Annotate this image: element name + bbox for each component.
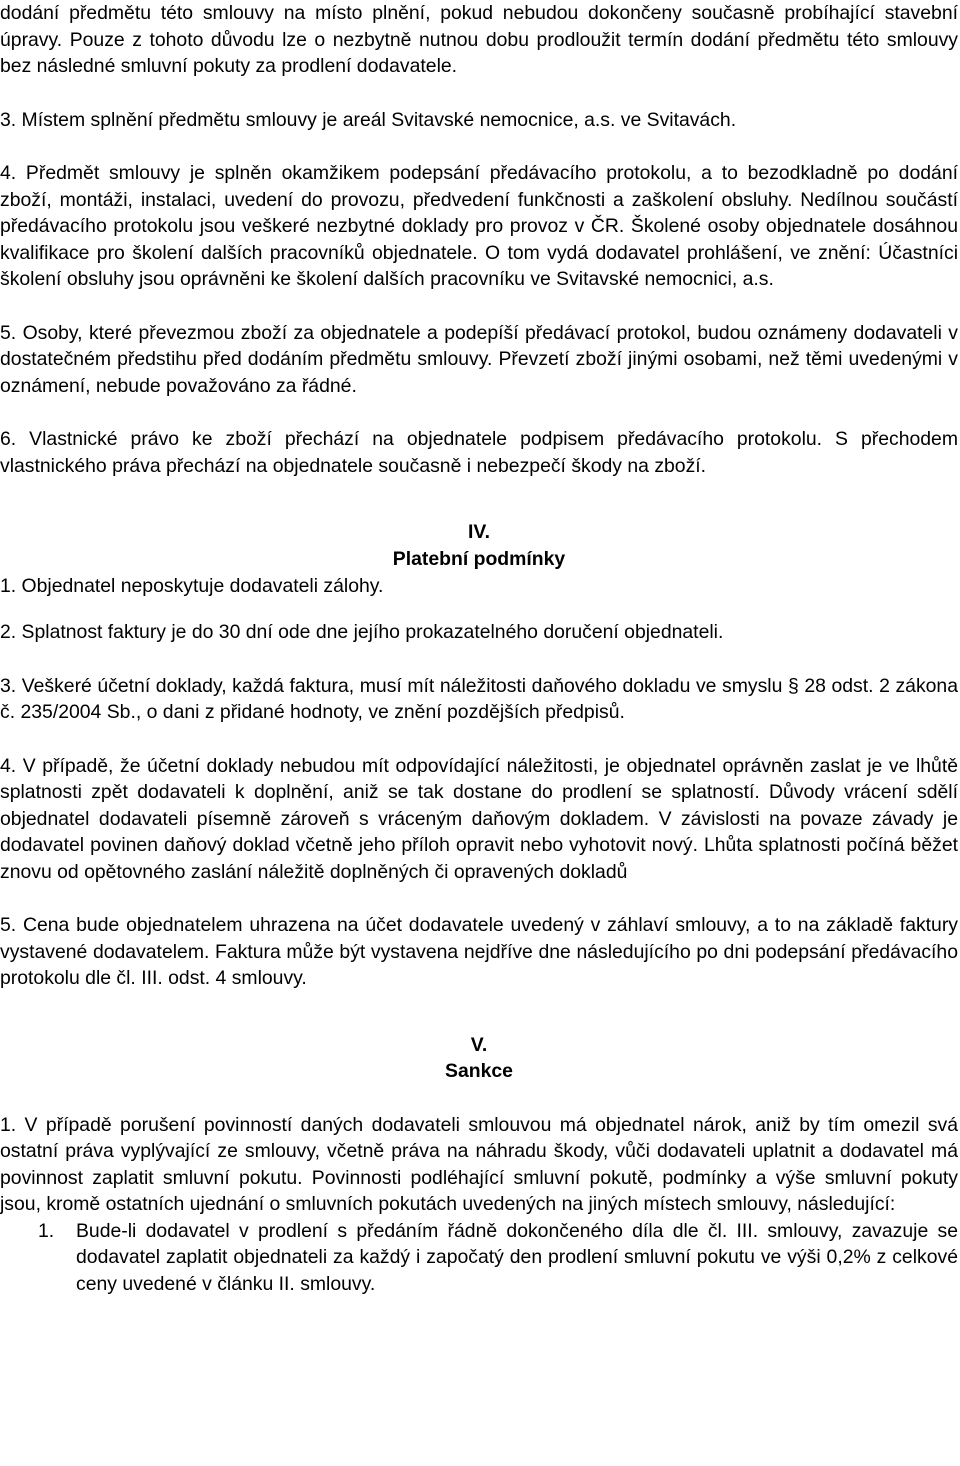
section-iv-number: IV. xyxy=(468,521,490,543)
paragraph-4: 4. Předmět smlouvy je splněn okamžikem podepsání předávacího protokolu, a to bezodkladně po dodání zboží, montáži, instalaci, uvedení do provozu, předvedení funkčnosti a zaškolení obsluhy. Nedílnou součástí předávacího protokolu jsou veškeré nezbytné doklady pro provoz v ČR. Školené osoby objednatele dosáhnou kvalifikace pro školení dalších pracovníků objednatele. O tom vydá dodavatel prohlášení, ve znění: Účastníci školení obsluhy jsou oprávněni ke školení dalších pracovníku ve Svitavské nemocnici, a.s. xyxy=(0,162,958,290)
section-v-number: V. xyxy=(470,1033,488,1056)
paragraph-5: 5. Osoby, které převezmou zboží za objednatele a podepíší předávací protokol, budou oznámeny dodavateli v dostatečném předstihu před dodáním předmětu smlouvy. Převzetí zboží jinými osobami, než těmi uvedenými v oznámení, nebude považováno za řádné. xyxy=(0,321,958,397)
list-item xyxy=(0,1218,958,1298)
paragraph-3: 3. Místem splnění předmětu smlouvy je areál Svitavské nemocnice, a.s. ve Svitavách. xyxy=(0,108,737,131)
list-item-text: Bude-li dodavatel v prodlení s předáním řádně dokončeného díla dle čl. III. smlouvy, zavazuje se dodavatel zaplatit objednateli za každý i započatý den prodlení smluvní pokutu ve výši 0,2% z celkové ceny uvedené v článku II. smlouvy. xyxy=(76,1219,958,1295)
paragraph-intro: dodání předmětu této smlouvy na místo plnění, pokud nebudou dokončeny současně probíhající stavební úpravy. Pouze z tohoto důvodu lze o nezbytně nutnou dobu prodloužit termín dodání předmětu této smlouvy bez následné smluvní pokuty za prodlení dodavatele. xyxy=(0,2,958,77)
section-v-item-1: 1. V případě porušení povinností daných dodavateli smlouvou má objednatel nárok, aniž by tím omezil svá ostatní práva vyplývající ze smlouvy, včetně práva na náhradu škody, vůči dodavateli uplatnit a dodavatel má povinnost zaplatit smluvní pokutu. Povinnosti podléhající smluvní pokutě, podmínky a výše smluvní pokuty jsou, kromě ostatních ujednání o smluvních pokutách uvedených na jiných místech smlouvy, následující: xyxy=(0,1113,958,1215)
paragraph-6: 6. Vlastnické právo ke zboží přechází na objednatele podpisem předávacího protokolu. S přechodem vlastnického práva přechází na objednatele současně i nebezpečí škody na zboží. xyxy=(0,428,958,477)
section-iv-title: Platební podmínky xyxy=(392,548,566,570)
section-iv-item-4: 4. V případě, že účetní doklady nebudou mít odpovídající náležitosti, je objednatel oprávněn zaslat je ve lhůtě splatnosti zpět dodavateli k doplnění, aniž se tak dostane do prodlení se splatností. Důvody vrácení sdělí objednatel dodavateli písemně zároveň s vráceným daňovým dokladem. V závislosti na povaze závady je dodavatel povinen daňový doklad včetně jeho příloh opravit nebo vyhotovit nový. Lhůta splatnosti počíná běžet znovu od opětovného zaslání náležitě doplněných či opravených dokladů xyxy=(0,754,958,883)
section-iv-item-2: 2. Splatnost faktury je do 30 dní ode dne jejího prokazatelného doručení objednateli. xyxy=(0,621,724,643)
section-v-sublist xyxy=(0,1218,958,1298)
list-item-number: 1. xyxy=(38,1219,55,1242)
section-iv-item-3: 3. Veškeré účetní doklady, každá faktura, musí mít náležitosti daňového dokladu ve smyslu § 28 odst. 2 zákona č. 235/2004 Sb., o dani z přidané hodnoty, ve znění pozdějších předpisů. xyxy=(0,674,958,723)
section-iv-item-1: 1. Objednatel neposkytuje dodavateli zálohy. xyxy=(0,575,384,597)
section-iv-header xyxy=(0,519,958,599)
section-v-title: Sankce xyxy=(445,1060,513,1082)
section-iv-item-5: 5. Cena bude objednatelem uhrazena na účet dodavatele uvedený v záhlaví smlouvy, a to na základě faktury vystavené dodavatelem. Faktura může být vystavena nejdříve dne následujícího po dni podepsání předávacího protokolu dle čl. III. odst. 4 smlouvy. xyxy=(0,914,958,989)
